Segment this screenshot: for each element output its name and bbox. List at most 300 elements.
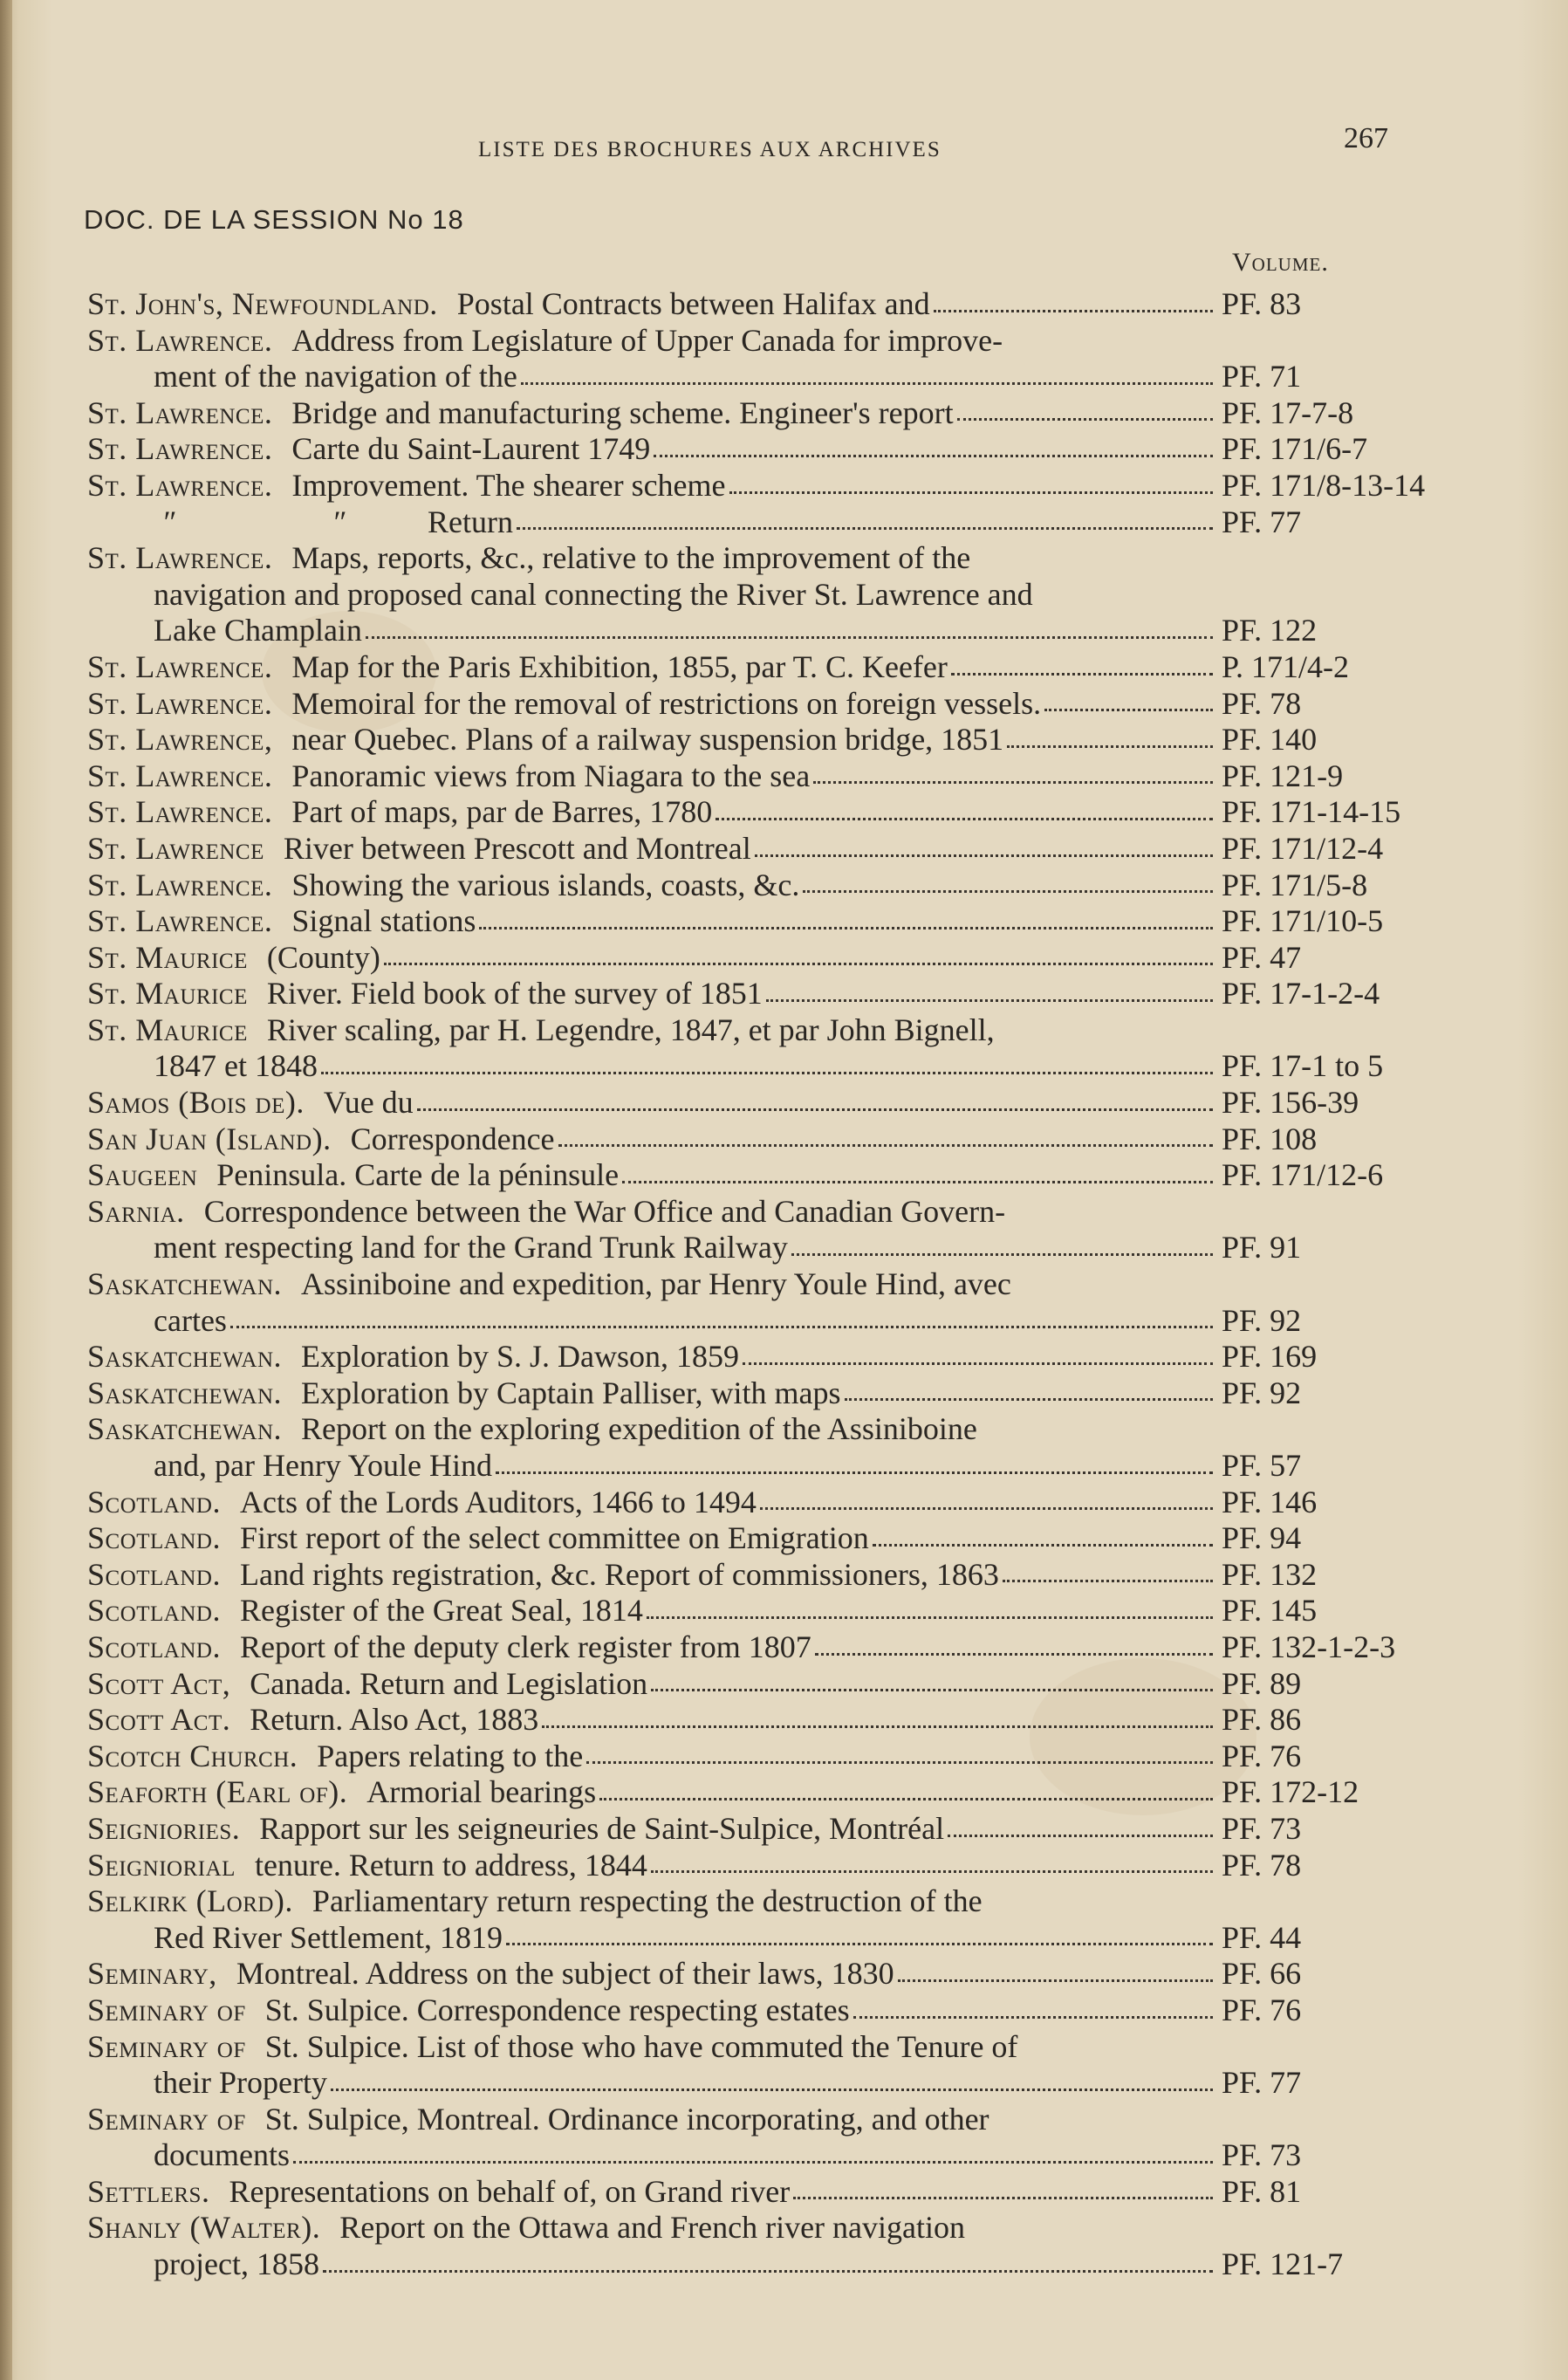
list-entry <box>87 359 1405 395</box>
dot-leader <box>230 1326 1213 1328</box>
entry-text <box>87 286 930 323</box>
dot-leader <box>517 527 1213 530</box>
entry-heading: St. John's, Newfoundland. <box>87 286 438 321</box>
volume-reference: PF. 73 <box>1222 1810 1302 1846</box>
entry-heading: Scotland. <box>87 1556 221 1592</box>
entry-text <box>87 1666 647 1703</box>
entry-text <box>87 1411 977 1448</box>
volume-reference: PF. 94 <box>1222 1520 1302 1556</box>
entry-description: Report on the exploring expedition of the Assiniboine <box>301 1411 977 1447</box>
entry-description: Address from Legislature of Upper Canada for improve- <box>291 322 1003 358</box>
entry-heading: St. Lawrence. <box>87 431 273 467</box>
list-entry <box>87 613 1405 649</box>
entry-heading: Saskatchewan. <box>87 1266 283 1302</box>
entry-heading: Scott Act. <box>87 1702 231 1738</box>
list-entry <box>87 1048 1405 1085</box>
list-entry <box>87 1485 1405 1521</box>
entry-text <box>87 1485 757 1521</box>
dot-leader <box>815 1653 1213 1656</box>
volume-column-heading: Volume. <box>1232 248 1329 277</box>
ditto-mark: ″ <box>333 504 347 539</box>
entry-text <box>87 940 380 977</box>
entry-text <box>87 1048 318 1085</box>
dot-leader <box>651 1689 1213 1691</box>
list-entry <box>87 1266 1405 1303</box>
list-entry <box>87 2065 1405 2102</box>
entry-description: Red River Settlement, 1819 <box>154 1919 503 1955</box>
entry-text <box>87 831 751 868</box>
entry-text <box>87 1956 894 1992</box>
volume-reference: PF. 171/12-4 <box>1222 830 1384 866</box>
volume-reference: PF. 171-14-15 <box>1222 794 1401 830</box>
list-entry <box>87 794 1405 831</box>
entry-heading: St. Lawrence. <box>87 685 273 721</box>
entry-description: Part of maps, par de Barres, 1780 <box>291 794 713 830</box>
entry-description: Improvement. The shearer scheme <box>291 467 726 503</box>
dot-leader <box>803 890 1213 893</box>
list-entry <box>87 2174 1405 2211</box>
entry-heading: St. Lawrence. <box>87 322 273 358</box>
entry-text <box>87 613 362 649</box>
entry-text <box>87 1375 841 1412</box>
dot-leader <box>1044 709 1213 711</box>
volume-reference: PF. 140 <box>1222 722 1318 758</box>
entry-heading: St. Lawrence. <box>87 648 273 684</box>
entry-description: Armorial bearings <box>366 1774 597 1810</box>
list-entry <box>87 1811 1405 1848</box>
entry-text <box>87 468 726 504</box>
dot-leader <box>873 1544 1213 1547</box>
list-entry <box>87 758 1405 795</box>
list-entry <box>87 431 1405 468</box>
entry-text <box>87 1339 739 1375</box>
entry-description: River scaling, par H. Legendre, 1847, et par John Bignell, <box>266 1012 995 1047</box>
list-entry <box>87 2210 1405 2246</box>
entry-text <box>87 2174 790 2211</box>
entry-description: Panoramic views from Niagara to the sea <box>291 758 811 793</box>
entry-text <box>87 2137 290 2174</box>
running-head: LISTE DES BROCHURES AUX ARCHIVES <box>478 138 941 161</box>
list-entry <box>87 1920 1405 1957</box>
entry-description: Papers relating to the <box>317 1738 584 1773</box>
volume-reference: PF. 81 <box>1222 2173 1302 2209</box>
list-entry <box>87 868 1405 904</box>
entry-description: Register of the Great Seal, 1814 <box>239 1593 643 1629</box>
entry-heading: Seaforth (Earl of). <box>87 1774 348 1810</box>
dot-leader <box>323 2270 1213 2273</box>
volume-reference: PF. 91 <box>1222 1230 1302 1265</box>
entry-heading: Saugeen <box>87 1157 198 1193</box>
entry-heading: St. Lawrence. <box>87 540 273 576</box>
entry-text <box>87 868 799 904</box>
volume-reference: PF. 76 <box>1222 1738 1302 1773</box>
entry-heading: Selkirk (Lord). <box>87 1883 293 1919</box>
list-entry <box>87 686 1405 723</box>
dot-leader <box>479 927 1213 929</box>
entry-text <box>87 1520 869 1557</box>
volume-reference: PF. 17-7-8 <box>1222 394 1354 430</box>
dot-leader <box>586 1761 1213 1764</box>
entry-heading: Scotland. <box>87 1593 221 1629</box>
list-entry <box>87 1629 1405 1666</box>
entry-heading: Saskatchewan. <box>87 1339 283 1375</box>
list-entry <box>87 940 1405 977</box>
entry-text <box>87 722 1003 758</box>
dot-leader <box>521 382 1213 385</box>
entry-text <box>87 2246 319 2283</box>
volume-reference: PF. 171/10-5 <box>1222 903 1384 939</box>
entry-description: Vue du <box>323 1085 414 1121</box>
entry-heading: Seigniorial <box>87 1847 236 1883</box>
entry-description: (County) <box>266 939 380 975</box>
volume-reference: PF. 44 <box>1222 1919 1302 1955</box>
entry-text <box>87 686 1041 723</box>
entry-heading: Scotland. <box>87 1629 221 1664</box>
entry-description: Carte du Saint-Laurent 1749 <box>291 431 651 467</box>
entry-description: Peninsula. Carte de la péninsule <box>216 1157 620 1193</box>
volume-reference: PF. 108 <box>1222 1121 1318 1156</box>
brochure-list <box>87 286 1426 2283</box>
list-entry <box>87 1339 1405 1375</box>
list-entry <box>87 1230 1405 1266</box>
page-binding-edge <box>0 0 12 2380</box>
entry-text <box>87 1121 555 1158</box>
entry-description: Montreal. Address on the subject of their laws, 1830 <box>236 1956 894 1992</box>
dot-leader <box>1007 745 1213 748</box>
dot-leader <box>766 999 1213 1002</box>
list-entry <box>87 540 1405 577</box>
volume-reference: PF. 73 <box>1222 2137 1302 2173</box>
list-entry <box>87 831 1405 868</box>
entry-text <box>87 359 517 395</box>
volume-reference: PF. 77 <box>1222 504 1302 539</box>
list-entry <box>87 1739 1405 1775</box>
volume-reference: PF. 83 <box>1222 286 1302 321</box>
list-entry <box>87 1303 1405 1340</box>
volume-reference: PF. 47 <box>1222 939 1302 975</box>
volume-reference: PF. 92 <box>1222 1375 1302 1410</box>
list-entry <box>87 395 1405 432</box>
volume-reference: PF. 89 <box>1222 1665 1302 1701</box>
list-entry <box>87 577 1405 614</box>
entry-heading: St. Lawrence. <box>87 903 273 939</box>
entry-heading: St. Lawrence. <box>87 467 273 503</box>
list-entry <box>87 2137 1405 2174</box>
dot-leader <box>331 2089 1213 2091</box>
entry-description: Return. Also Act, 1883 <box>250 1702 539 1738</box>
entry-heading: Scotland. <box>87 1520 221 1556</box>
volume-reference: PF. 78 <box>1222 1847 1302 1883</box>
volume-reference: PF. 145 <box>1222 1593 1318 1629</box>
list-entry <box>87 1448 1405 1485</box>
entry-text <box>87 577 1033 614</box>
entry-text <box>87 1194 1005 1231</box>
entry-text <box>87 2210 965 2246</box>
entry-description: Signal stations <box>291 903 476 939</box>
dot-leader <box>791 1253 1213 1256</box>
list-entry <box>87 976 1405 1012</box>
entry-description: Assiniboine and expedition, par Henry Youle Hind, avec <box>301 1266 1011 1302</box>
entry-heading: Settlers. <box>87 2173 210 2209</box>
entry-description: Parliamentary return respecting the destruction of the <box>312 1883 983 1919</box>
entry-description: ment of the navigation of the <box>154 359 517 394</box>
entry-heading: St. Lawrence. <box>87 758 273 793</box>
dot-leader <box>496 1471 1213 1474</box>
volume-reference: PF. 171/8-13-14 <box>1222 467 1426 503</box>
list-entry <box>87 1956 1405 1992</box>
list-entry <box>87 1157 1405 1194</box>
volume-reference: P. 171/4-2 <box>1222 648 1350 684</box>
dot-leader <box>853 2016 1213 2019</box>
entry-description: Report on the Ottawa and French river navigation <box>339 2210 966 2246</box>
dot-leader <box>1003 1580 1213 1582</box>
dot-leader <box>599 1798 1213 1800</box>
list-entry <box>87 1702 1405 1739</box>
entry-heading: St. Lawrence <box>87 830 264 866</box>
entry-heading: San Juan (Island). <box>87 1121 332 1156</box>
list-entry <box>87 2246 1405 2283</box>
entry-text <box>87 903 476 940</box>
entry-description: St. Sulpice, Montreal. Ordinance incorporating, and other <box>264 2101 989 2137</box>
entry-text <box>87 395 954 432</box>
volume-reference: PF. 76 <box>1222 1992 1302 2027</box>
entry-description: near Quebec. Plans of a railway suspension bridge, 1851 <box>291 722 1004 758</box>
dot-leader <box>845 1398 1214 1401</box>
dot-leader <box>813 781 1213 784</box>
list-entry <box>87 1121 1405 1158</box>
volume-reference: PF. 121-9 <box>1222 758 1344 793</box>
entry-text <box>87 794 712 831</box>
volume-reference: PF. 169 <box>1222 1339 1318 1375</box>
volume-reference: PF. 132-1-2-3 <box>1222 1629 1396 1664</box>
volume-reference: PF. 17-1 to 5 <box>1222 1048 1384 1084</box>
dot-leader <box>647 1616 1213 1619</box>
entry-description: St. Sulpice. Correspondence respecting estates <box>264 1992 850 2027</box>
entry-text <box>87 540 970 577</box>
dot-leader <box>366 636 1213 639</box>
entry-heading: St. Lawrence. <box>87 867 273 902</box>
list-entry <box>87 1666 1405 1703</box>
list-entry <box>87 2102 1405 2138</box>
list-entry <box>87 2029 1405 2066</box>
dot-leader <box>542 1725 1213 1728</box>
entry-description: cartes <box>154 1302 227 1338</box>
entry-description: River between Prescott and Montreal <box>283 830 751 866</box>
entry-heading: St. Lawrence, <box>87 722 273 758</box>
entry-text <box>87 2029 1017 2066</box>
dot-leader <box>417 1108 1213 1111</box>
list-entry <box>87 1992 1405 2029</box>
volume-reference: PF. 77 <box>1222 2065 1302 2101</box>
entry-heading: Samos (Bois de). <box>87 1085 305 1121</box>
entry-text <box>87 1920 503 1957</box>
entry-description: Report of the deputy clerk register from 1807 <box>239 1629 811 1664</box>
entry-text <box>87 1557 999 1594</box>
entry-description: Exploration by S. J. Dawson, 1859 <box>301 1339 740 1375</box>
dot-leader <box>729 491 1213 494</box>
dot-leader <box>654 455 1213 457</box>
dot-leader <box>957 418 1213 421</box>
entry-text <box>87 1230 788 1266</box>
dot-leader <box>321 1072 1213 1074</box>
entry-heading: St. Lawrence. <box>87 794 273 830</box>
entry-description: First report of the select committee on Emigration <box>239 1520 869 1556</box>
entry-description: navigation and proposed canal connecting the River St. Lawrence and <box>154 576 1033 612</box>
entry-heading: Seminary of <box>87 2028 246 2064</box>
entry-text <box>87 1448 492 1485</box>
entry-heading: Saskatchewan. <box>87 1375 283 1410</box>
list-entry <box>87 1883 1405 1920</box>
entry-text <box>87 1848 647 1884</box>
list-entry <box>87 1411 1405 1448</box>
entry-heading: Seigniories. <box>87 1810 241 1846</box>
entry-heading: Sarnia. <box>87 1193 185 1229</box>
entry-description: ment respecting land for the Grand Trunk Railway <box>154 1230 788 1265</box>
entry-heading: St. Maurice <box>87 939 248 975</box>
entry-text <box>87 1085 414 1121</box>
list-entry <box>87 467 1426 504</box>
volume-reference: PF. 121-7 <box>1222 2246 1344 2282</box>
list-entry <box>87 649 1405 686</box>
entry-description: Correspondence between the War Office and Canadian Govern- <box>203 1193 1006 1229</box>
dot-leader <box>793 2197 1213 2199</box>
volume-reference: PF. 156-39 <box>1222 1085 1359 1121</box>
dot-leader <box>506 1943 1213 1945</box>
entry-heading: Saskatchewan. <box>87 1411 283 1447</box>
dot-leader <box>622 1181 1213 1183</box>
list-entry <box>87 1194 1405 1231</box>
list-entry <box>87 504 1405 541</box>
volume-reference: PF. 171/6-7 <box>1222 431 1368 467</box>
entry-description: Memoiral for the removal of restrictions on foreign vessels. <box>291 685 1042 721</box>
entry-description: Acts of the Lords Auditors, 1466 to 1494 <box>239 1484 757 1519</box>
entry-description: Correspondence <box>350 1121 555 1156</box>
entry-description: Maps, reports, &c., relative to the improvement of the <box>291 540 971 576</box>
volume-reference: PF. 122 <box>1222 613 1318 648</box>
dot-leader <box>755 854 1213 857</box>
entry-text <box>87 1629 811 1666</box>
list-entry <box>87 903 1405 940</box>
entry-description: Rapport sur les seigneuries de Saint-Sulpice, Montréal <box>259 1810 945 1846</box>
dot-leader <box>934 310 1213 312</box>
entry-text <box>87 504 513 541</box>
entry-text <box>87 649 948 686</box>
entry-heading: Seminary of <box>87 2101 246 2137</box>
ditto-mark: ″ <box>163 504 177 539</box>
session-doc-label: DOC. DE LA SESSION No 18 <box>84 204 464 235</box>
entry-description: Showing the various islands, coasts, &c. <box>291 867 800 902</box>
entry-heading: Scotland. <box>87 1484 221 1519</box>
list-entry <box>87 1520 1405 1557</box>
page-number: 267 <box>1344 122 1388 154</box>
entry-heading: Seminary of <box>87 1992 246 2027</box>
entry-heading: Scott Act, <box>87 1665 231 1701</box>
entry-text <box>87 1303 227 1340</box>
entry-description: Lake Champlain <box>154 613 362 648</box>
list-entry <box>87 1774 1405 1811</box>
entry-text <box>87 1774 596 1811</box>
entry-heading: Scotch Church. <box>87 1738 298 1773</box>
entry-text <box>87 1157 619 1194</box>
volume-reference: PF. 57 <box>1222 1448 1302 1483</box>
dot-leader <box>558 1144 1213 1147</box>
entry-description: documents <box>154 2137 290 2173</box>
entry-heading: Seminary, <box>87 1956 217 1992</box>
entry-description: Exploration by Captain Palliser, with maps <box>301 1375 841 1410</box>
entry-description: their Property <box>154 2065 327 2101</box>
entry-text <box>87 1266 1011 1303</box>
dot-leader <box>760 1507 1213 1510</box>
entry-description: Canada. Return and Legislation <box>250 1665 648 1701</box>
entry-description: Return <box>428 504 513 539</box>
list-entry <box>87 323 1405 360</box>
entry-description: St. Sulpice. List of those who have commuted the Tenure of <box>264 2028 1018 2064</box>
entry-description: Postal Contracts between Halifax and <box>456 286 930 321</box>
entry-text <box>87 1992 850 2029</box>
list-entry <box>87 722 1405 758</box>
entry-text <box>87 1012 995 1049</box>
dot-leader <box>293 2161 1213 2164</box>
entry-heading: St. Maurice <box>87 1012 248 1047</box>
entry-heading: St. Lawrence. <box>87 394 273 430</box>
volume-reference: PF. 171/12-6 <box>1222 1157 1384 1193</box>
list-entry <box>87 1848 1405 1884</box>
entry-description: tenure. Return to address, 1844 <box>254 1847 647 1883</box>
list-entry <box>87 1375 1405 1412</box>
volume-reference: PF. 71 <box>1222 359 1302 394</box>
volume-reference: PF. 86 <box>1222 1702 1302 1738</box>
dot-leader <box>384 963 1213 965</box>
entry-text <box>87 1739 583 1775</box>
entry-description: Bridge and manufacturing scheme. Engineer's report <box>291 394 954 430</box>
entry-description: and, par Henry Youle Hind <box>154 1448 492 1483</box>
entry-text <box>87 2065 327 2102</box>
dot-leader <box>743 1362 1213 1365</box>
entry-heading: Shanly (Walter). <box>87 2210 321 2246</box>
list-entry <box>87 1557 1405 1594</box>
entry-text <box>87 1883 983 1920</box>
list-entry <box>87 1012 1405 1049</box>
dot-leader <box>951 673 1213 676</box>
entry-description: Land rights registration, &c. Report of commissioners, 1863 <box>239 1556 999 1592</box>
entry-description: Map for the Paris Exhibition, 1855, par T. C. Keefer <box>291 648 948 684</box>
volume-reference: PF. 66 <box>1222 1956 1302 1992</box>
entry-text <box>87 431 650 468</box>
dot-leader <box>948 1835 1213 1837</box>
entry-text <box>87 323 1003 360</box>
volume-reference: PF. 92 <box>1222 1302 1302 1338</box>
entry-description: River. Field book of the survey of 1851 <box>266 976 763 1012</box>
volume-reference: PF. 132 <box>1222 1556 1318 1592</box>
volume-reference: PF. 78 <box>1222 685 1302 721</box>
entry-text <box>87 2102 989 2138</box>
volume-reference: PF. 171/5-8 <box>1222 867 1368 902</box>
volume-reference: PF. 146 <box>1222 1484 1318 1519</box>
entry-text <box>87 1593 643 1629</box>
dot-leader <box>898 1979 1213 1982</box>
volume-reference: PF. 172-12 <box>1222 1774 1359 1810</box>
dot-leader <box>651 1870 1213 1873</box>
volume-reference: PF. 17-1-2-4 <box>1222 976 1380 1012</box>
list-entry <box>87 286 1405 323</box>
entry-text <box>87 976 763 1012</box>
entry-heading: St. Maurice <box>87 976 248 1012</box>
entry-text <box>87 758 810 795</box>
entry-description: 1847 et 1848 <box>154 1048 318 1084</box>
entry-text <box>87 1702 538 1739</box>
entry-text <box>87 1811 944 1848</box>
list-entry <box>87 1085 1405 1121</box>
